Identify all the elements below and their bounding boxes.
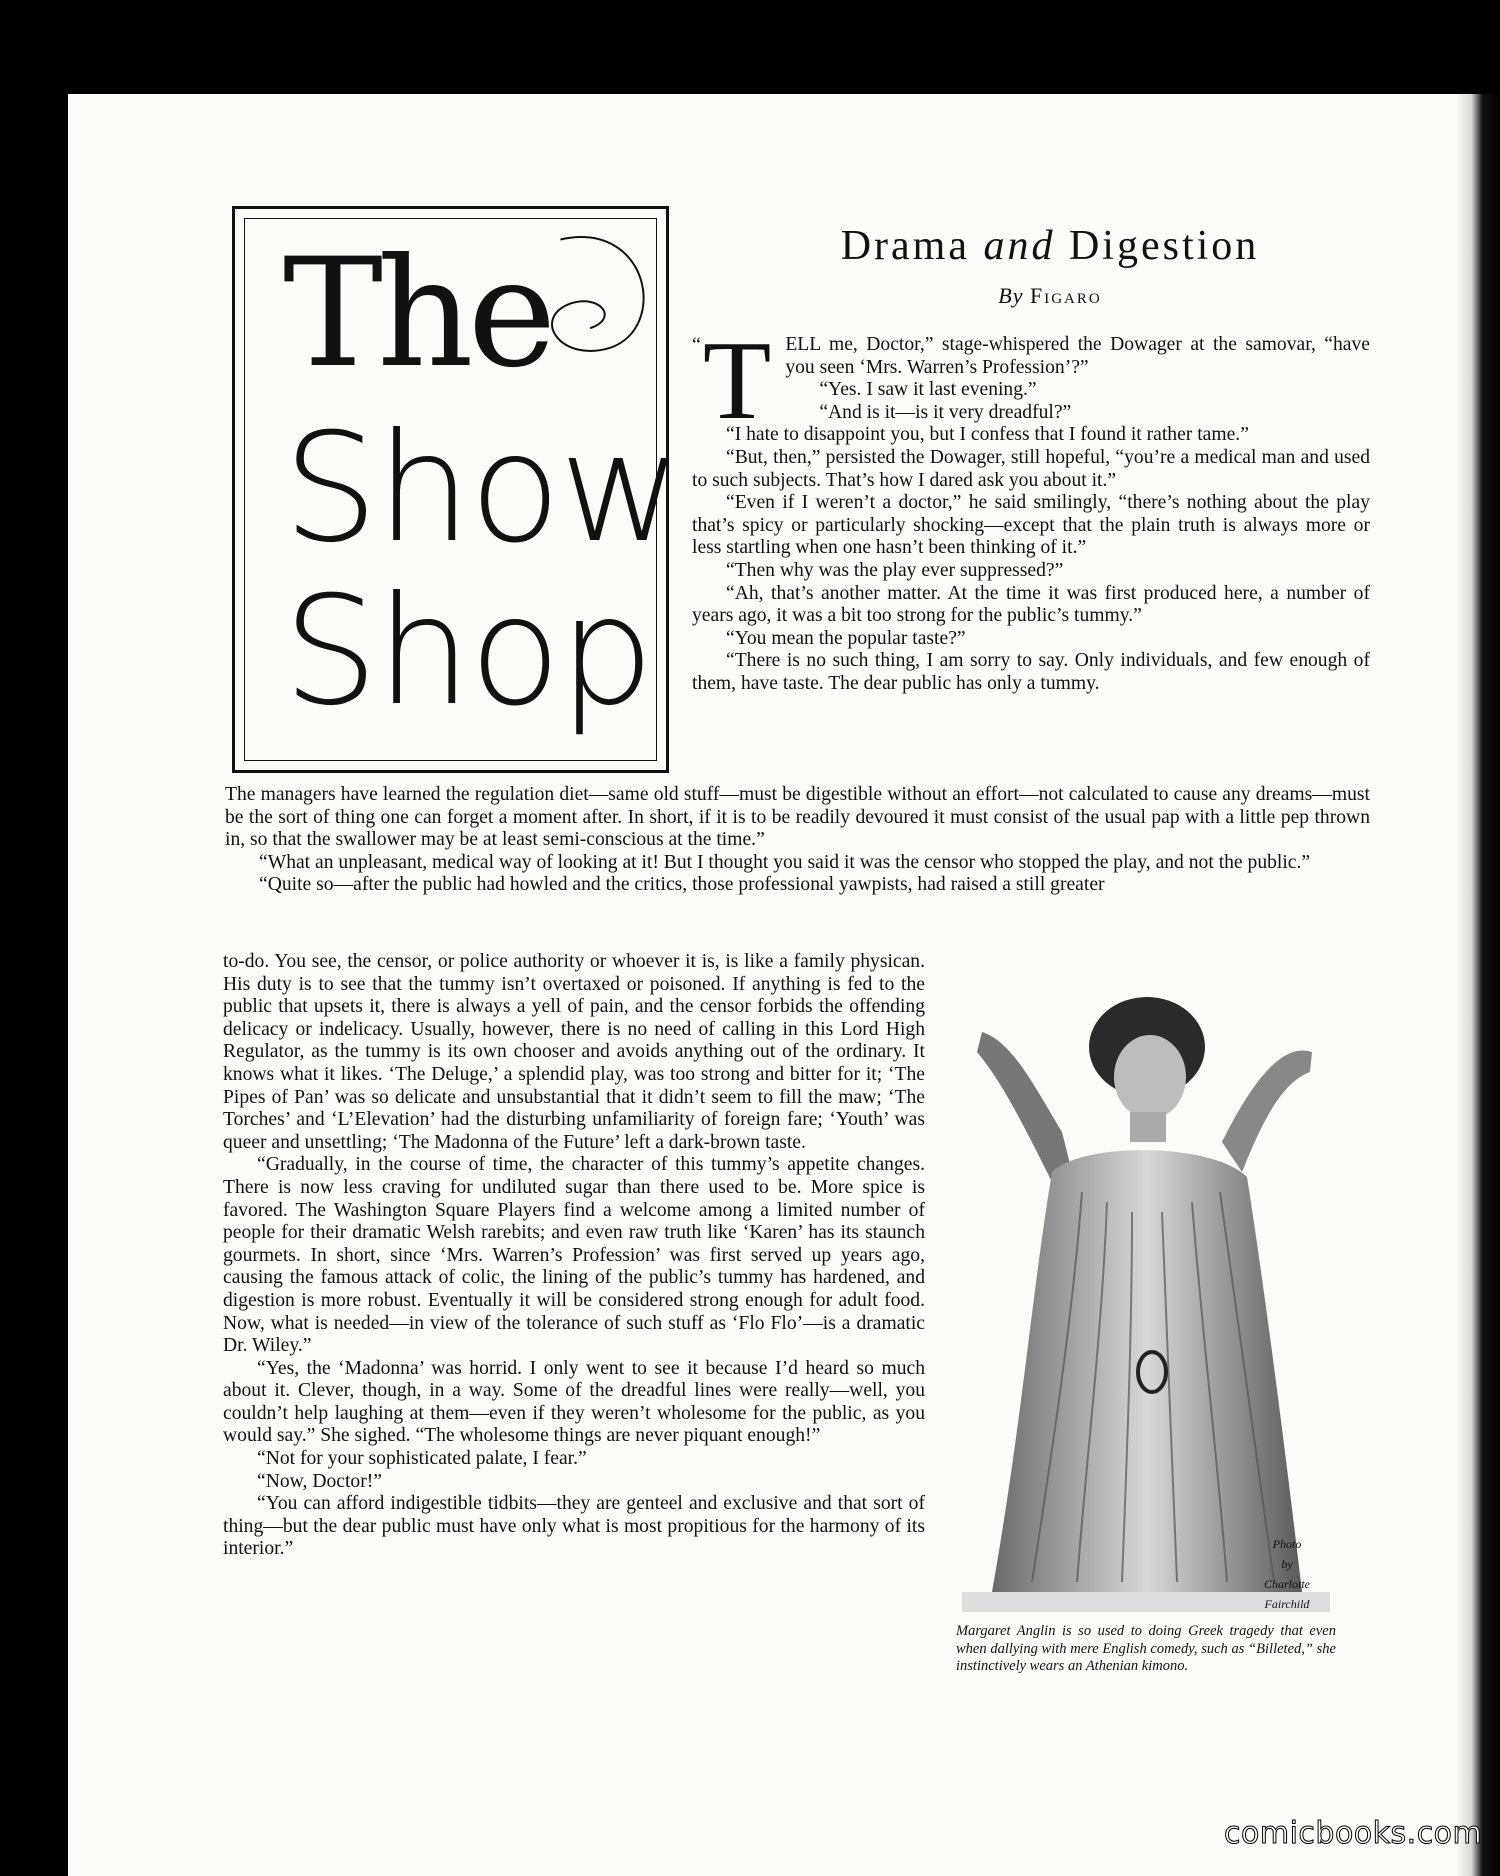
paragraph: “You mean the popular taste?” (726, 627, 966, 649)
paragraph: “Now, Doctor!” (257, 1470, 382, 1492)
paragraph: “There is no such thing, I am sorry to say. Only individuals, and few enough of them, have taste. The dear public has only a tummy. (692, 650, 1370, 694)
paragraph: “Yes, the ‘Madonna’ was horrid. I only went to see it because I’d heard so much about it. Clever, though, in a way. Some of the dreadful lines were really—well, you couldn’t help laughing at them—even if they weren’t wholesome for the public, as you would say.” She sighed. “The wholesome things are never piquant enough!” (223, 1357, 925, 1447)
title-line-shop: Shop (283, 565, 653, 739)
paragraph: “Then why was the play ever suppressed?” (726, 559, 1064, 581)
page-spine (1456, 94, 1500, 1876)
paragraph: The managers have learned the regulation diet—same old stuff—must be digestible without an effort—not calculated to cause any dreams—must be the sort of thing one can forget a moment after. In short, if it is to be readily devoured it must consist of the usual pap with a little pep thrown in, so that the swallower may be at least semi-conscious at the time.” (225, 784, 1370, 851)
article-byline (740, 283, 1360, 309)
credit-line: Fairchild (1264, 1597, 1310, 1611)
photo-caption: Margaret Anglin is so used to doing Greek tragedy that even when dallying with mere English comedy, such as “Billeted,” she instinctively wears an Athenian kimono. (956, 1623, 1336, 1674)
headline-word-drama: Drama (840, 223, 970, 269)
headline-word-and: and (983, 223, 1056, 269)
credit-line: by (1281, 1557, 1293, 1571)
byline-by: By (998, 283, 1024, 308)
title-flourish-icon (235, 209, 666, 770)
site-watermark: comicbooks.com (1224, 1816, 1483, 1851)
show-shop-title-box (232, 206, 680, 773)
paragraph: “Gradually, in the course of time, the character of this tummy’s appetite changes. There is now less craving for undiluted sugar than there used to be. More spice is favored. The Washington Square Players find a welcome among a limited number of people for their dramatic Welsh rarebits; and even raw truth like ‘Karen’ has its staunch gourmets. In short, since ‘Mrs. Warren’s Profession’ was first served up years ago, causing the famous attack of colic, the lining of the public’s tummy has hardened, and digestion is more robust. Eventually it will be considered strong enough for adult food. Now, what is needed—in view of the tolerance of such stuff as ‘Flo Flo’—is a dramatic Dr. Wiley.” (223, 1154, 925, 1357)
paragraph: to-do. You see, the censor, or police authority or whoever it is, is like a family physican. His duty is to see that the tummy isn’t overtaxed or poisoned. If anything is fed to the public that upsets it, there is always a yell of pain, and the censor forbids the offending delicacy or indelicacy. Usually, however, there is no need of calling in this Lord High Regulator, as the tummy is its own chooser and avoids anything out of the ordinary. It knows what it likes. ‘The Deluge,’ a splendid play, was too strong and bitter for it; ‘The Pipes of Pan’ was so delicate and unsubstantial that it didn’t seem to fill the maw; ‘The Torches’ and ‘L’Elevation’ had the disturbing unfamiliarity of foreign fare; ‘Youth’ was queer and unsettling; ‘The Madonna of the Future’ left a dark-brown taste. (223, 951, 925, 1153)
paragraph: “Not for your sophisticated palate, I fear.” (257, 1448, 587, 1470)
credit-line: Photo (1272, 1537, 1302, 1551)
drop-cap: T (702, 319, 772, 443)
paragraph: “What an unpleasant, medical way of looking at it! But I thought you said it was the censor who stopped the play, and not the public.” (259, 851, 1311, 873)
article-headline (740, 222, 1360, 270)
portrait-photo (962, 972, 1330, 1612)
paragraph: “You can afford indigestible tidbits—they are genteel and exclusive and that sort of thing—but the dear public must have only what is most propitious for the harmony of its interior.” (223, 1493, 925, 1560)
paragraph: “I hate to disappoint you, but I confess that I found it rather tame.” (726, 424, 1249, 446)
opening-quote-mark: “ (692, 334, 701, 356)
photo-credit (1232, 1534, 1342, 1614)
title-line-show: Show (283, 402, 680, 576)
title-line-the: The (283, 227, 551, 401)
paragraph: “Quite so—after the public had howled and the critics, those professional yawpists, had raised a still greater (259, 874, 1105, 896)
article-column-bottom (223, 951, 925, 1561)
paragraph: ELL me, Doctor,” stage-whispered the Dowager at the samovar, “have you seen ‘Mrs. Warren’s Profession’?” (785, 334, 1370, 378)
paragraph: “Even if I weren’t a doctor,” he said smilingly, “there’s nothing about the play that’s spicy or particularly shocking—except that the plain truth is always more or less startling when one hasn’t been thinking of it.” (692, 492, 1370, 559)
credit-line: Charlotte (1263, 1577, 1310, 1591)
paragraph: “Yes. I saw it last evening.” (819, 379, 1037, 401)
article-column-top (692, 319, 1370, 696)
woman-in-greek-gown-image (962, 972, 1330, 1612)
headline-word-digestion: Digestion (1068, 223, 1260, 269)
paragraph: “Ah, that’s another matter. At the time it was first produced here, a number of years ago, it was a bit too strong for the public’s tummy.” (692, 582, 1370, 627)
paragraph: “And is it—is it very dreadful?” (819, 401, 1072, 423)
article-column-wide (225, 784, 1370, 897)
byline-author: Figaro (1029, 283, 1102, 308)
paragraph: “But, then,” persisted the Dowager, still hopeful, “you’re a medical man and used to such subjects. That’s how I dared ask you about it.” (692, 446, 1370, 491)
